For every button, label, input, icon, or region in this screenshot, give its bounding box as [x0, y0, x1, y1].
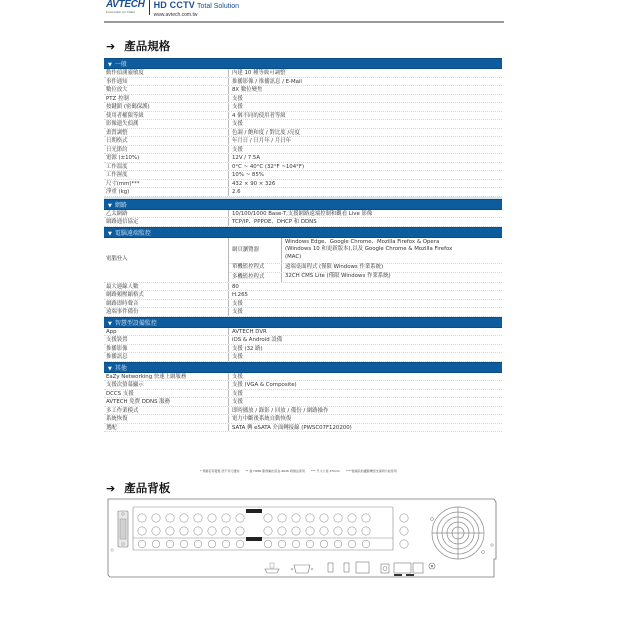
spec-value: iOS & Android 設備	[228, 336, 502, 344]
group-title: 其他	[114, 364, 127, 372]
table-row	[104, 308, 502, 317]
table-row	[104, 210, 502, 219]
product-line-name: HD CCTV	[153, 0, 195, 10]
right-arrow-icon: ➔	[106, 481, 116, 495]
table-row	[104, 398, 502, 407]
spec-value: 支援	[228, 146, 502, 154]
spec-key: 網路即時聲音	[106, 300, 139, 307]
pc-login-block	[104, 238, 502, 283]
sub-value: 32CH CMS Lite (僅限 Windows 作業系統)	[281, 273, 502, 282]
spec-value: 支援	[228, 103, 502, 111]
table-row	[104, 120, 502, 129]
table-row	[104, 95, 502, 104]
table-row	[104, 188, 502, 197]
serial-port-icon	[118, 511, 128, 547]
spec-key: 遠端事件備份	[106, 309, 139, 315]
table-row	[104, 180, 502, 189]
group-header-network[interactable]	[104, 199, 502, 210]
table-row	[104, 373, 502, 382]
sub-row-multi-monitor	[229, 273, 502, 282]
spec-value: 支援	[228, 398, 502, 406]
spec-key: 畫質調整	[106, 129, 128, 136]
table-row	[104, 171, 502, 180]
footnotes	[200, 469, 510, 473]
table-row	[104, 218, 502, 227]
table-row	[104, 129, 502, 138]
collapse-triangle-icon: ▼	[108, 365, 112, 372]
table-row	[104, 300, 502, 309]
panel-section-title	[106, 480, 170, 496]
spec-value: 年月日 / 日月年 / 月日年	[228, 137, 502, 145]
group-header-general[interactable]	[104, 58, 502, 69]
collapse-triangle-icon: ▼	[108, 320, 112, 327]
spec-key: 影像遺失偵測	[106, 121, 139, 127]
table-row	[104, 336, 502, 345]
spec-key: 支援次螢幕顯示	[106, 382, 144, 388]
browser-line-3: (MAC)	[285, 253, 302, 260]
group-header-pc-remote[interactable]	[104, 227, 502, 238]
spec-key: 使用者權限等級	[106, 112, 144, 119]
spec-value: 推播影像 / 推播訊息 / E-Mail	[228, 78, 502, 86]
spec-key: 電源 (±10%)	[106, 155, 140, 161]
spec-key: App	[106, 328, 117, 335]
spec-key: 數位放大	[106, 87, 128, 93]
spec-key: 推播訊息	[106, 354, 128, 360]
spec-value: 內建 10 種等級可調整	[228, 69, 502, 77]
group-title: 網路	[114, 201, 127, 209]
spec-key: 尺寸(mm)***	[106, 180, 140, 187]
spec-value: 支援	[228, 390, 502, 398]
collapse-triangle-icon: ▼	[108, 230, 112, 237]
group-header-smart-device[interactable]	[104, 317, 502, 328]
sub-value: 遠端桌面程式 (僅限 Windows 作業系統)	[281, 264, 502, 272]
sub-row-single-monitor	[229, 264, 502, 273]
spec-title-text: 產品規格	[124, 39, 171, 53]
table-row	[104, 112, 502, 121]
product-line	[154, 0, 239, 12]
spec-value: 10/100/1000 Base-T,支援網路遠端控制和觀看 Live 影像	[228, 210, 502, 218]
spec-key: 最大連線人數	[106, 283, 139, 290]
spec-value: 支援 (VGA & Composite)	[228, 381, 502, 389]
collapse-triangle-icon: ▼	[108, 202, 112, 209]
avtech-logo: AVTECH	[106, 0, 145, 10]
spec-value: 432 × 90 × 326	[228, 180, 502, 188]
table-row	[104, 407, 502, 416]
spec-value: 支援	[228, 300, 502, 308]
spec-value: 8X 數位變焦	[228, 86, 502, 94]
sub-row-browser	[229, 238, 502, 264]
spec-value: 支援	[228, 95, 502, 103]
spec-value: 支援	[228, 120, 502, 128]
product-line-suffix: Total Solution	[196, 3, 240, 10]
table-row	[104, 424, 502, 433]
browser-line-1: Windows Edge、Google Chrome、Mozilla Firefox & Opera	[285, 238, 440, 245]
fan-icon	[432, 507, 484, 559]
spec-value: 支援 (32 路)	[228, 345, 502, 353]
logo-block	[106, 0, 150, 15]
spec-key: AVTECH 免費 DDNS 服務	[106, 399, 171, 405]
sub-key: 單機監控程式	[232, 264, 265, 271]
spec-value: AVTECH DVR	[228, 328, 502, 336]
spec-key: 工作濕度	[106, 172, 128, 178]
group-title: 電腦遠端監控	[114, 229, 151, 237]
table-row	[104, 381, 502, 390]
spec-value: 色調 / 飽和度 / 對比度 /亮度	[228, 129, 502, 137]
spec-key: 選配	[106, 424, 117, 431]
spec-value: 支援	[228, 308, 502, 316]
table-row	[104, 291, 502, 300]
group-title: 一般	[114, 61, 127, 68]
spec-key: 日光節約	[106, 146, 128, 153]
spec-key: 系統恢復	[106, 416, 128, 422]
spec-value: TCP/IP、PPPOE、DHCP 和 DDNS	[228, 218, 502, 226]
spec-key: 多工作業模式	[106, 407, 139, 414]
spec-value: 80	[228, 283, 502, 291]
browser-line-2: (Windows 10 和更新版本),以及 Google Chrome & Mozilla Firefox	[285, 246, 453, 252]
table-row	[104, 353, 502, 362]
spec-key: DCCS 支援	[106, 390, 134, 397]
table-row	[104, 103, 502, 112]
brand-header	[106, 0, 239, 18]
header-divider	[104, 21, 504, 23]
footnote: ** 當 HDMI 影像輸出設為 4K2K 時無法使用	[245, 469, 305, 473]
spec-key: PTZ 控制	[106, 95, 129, 102]
table-row	[104, 137, 502, 146]
spec-key: 日期格式	[106, 138, 128, 144]
website-url: www.avtech.com.tw	[153, 12, 198, 18]
spec-value: 即時播放 / 錄影 / 回放 / 備份 / 網路操作	[228, 407, 502, 415]
group-title: 智慧型設備監控	[114, 319, 157, 327]
sub-key: 網頁瀏覽器	[232, 246, 259, 253]
collapse-triangle-icon: ▼	[108, 62, 112, 68]
table-row	[104, 69, 502, 78]
spec-value: 10% ~ 85%	[228, 171, 502, 179]
spec-key: 淨重 (kg)	[106, 189, 130, 195]
spec-value: 支援	[228, 373, 502, 381]
spec-key: 工作溫度	[106, 163, 128, 170]
table-row	[104, 146, 502, 155]
spec-value: 4 個不同的使用者等級	[228, 112, 502, 120]
table-row	[104, 345, 502, 354]
table-row	[104, 78, 502, 87]
logo-tagline: Innovation for Video	[106, 10, 135, 14]
spec-key: 事件通知	[106, 78, 128, 85]
spec-value: 2.6	[228, 188, 502, 196]
table-row	[104, 283, 502, 292]
spec-key: 推播影像	[106, 345, 128, 352]
table-row	[104, 415, 502, 424]
table-row	[104, 163, 502, 172]
spec-key: 網路通信協定	[106, 219, 139, 225]
table-row	[104, 154, 502, 163]
spec-key: 乙太網路	[106, 210, 128, 217]
pc-login-subtable	[228, 238, 502, 282]
spec-value: 12V / 7.5A	[228, 154, 502, 162]
spec-value: 電力中斷後系統自動恢復	[228, 415, 502, 423]
table-row	[104, 86, 502, 95]
spec-key: 電腦登入	[106, 256, 128, 263]
spec-key: 網路頻壓縮格式	[106, 292, 144, 298]
footnote: ****最適設的攝影機需支援同方能使用	[345, 469, 397, 473]
spec-value: H.265	[228, 291, 502, 299]
spec-key: 按鍵鎖 (密碼保護)	[106, 104, 150, 110]
spec-key: 支援裝置	[106, 337, 128, 343]
table-row	[104, 328, 502, 337]
back-panel-diagram	[106, 497, 498, 579]
spec-key: EaZy Networking 快速上網服務	[106, 373, 187, 380]
spec-value: SATA 轉 eSATA 介面轉接線 (PWSC07F120200)	[228, 424, 502, 432]
spec-value: 0°C ~ 40°C (32°F ~104°F)	[228, 163, 502, 171]
product-line-block	[150, 0, 239, 18]
table-row	[104, 390, 502, 399]
spec-value: 支援	[228, 353, 502, 361]
right-arrow-icon: ➔	[106, 39, 116, 53]
footnote: * 規格若有變更,恕不另行通知	[200, 469, 240, 473]
spec-key: 動作偵測靈敏度	[106, 70, 144, 76]
sub-key: 多機監控程式	[232, 273, 265, 280]
group-header-other[interactable]	[104, 362, 502, 373]
spec-section-title	[106, 38, 170, 54]
spec-table	[104, 58, 502, 432]
footnote: *** 尺寸公差:±5mm	[310, 469, 340, 473]
panel-title-text: 產品背板	[124, 481, 171, 495]
sub-value	[281, 238, 502, 263]
